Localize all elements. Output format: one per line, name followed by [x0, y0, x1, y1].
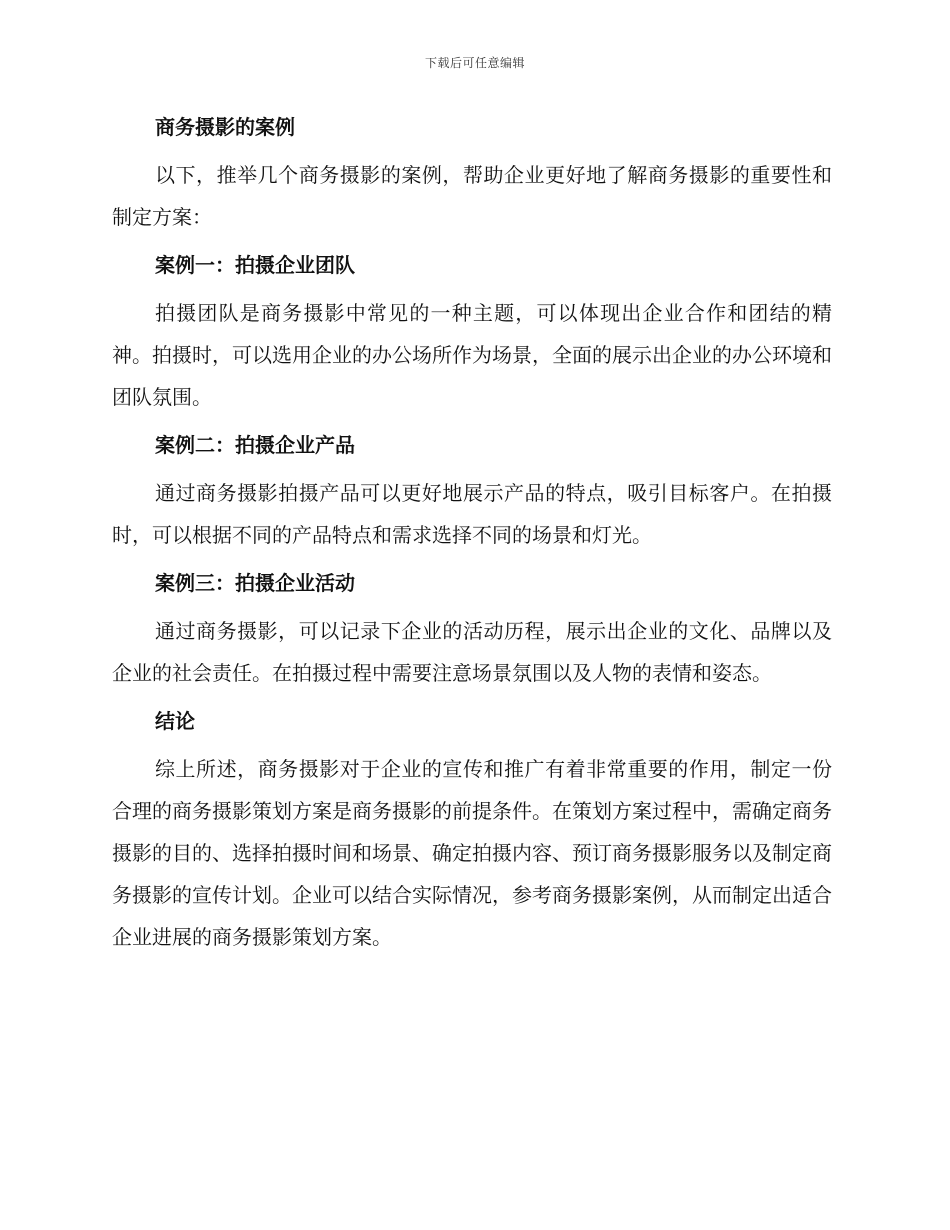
case-3-paragraph: 通过商务摄影，可以记录下企业的活动历程，展示出企业的文化、品牌以及企业的社会责任。在拍摄过程中需要注意场景氛围以及人物的表情和姿态。 — [112, 619, 832, 685]
case-2-heading: 案例二：拍摄企业产品 — [155, 433, 355, 457]
case-1-heading: 案例一：拍摄企业团队 — [155, 253, 355, 277]
case-2-paragraph: 通过商务摄影拍摄产品可以更好地展示产品的特点，吸引目标客户。在拍摄时，可以根据不同的产品特点和需求选择不同的场景和灯光。 — [112, 481, 832, 547]
page-header-note: 下载后可任意编辑 — [424, 56, 525, 70]
document-body — [112, 108, 832, 966]
case-3-heading: 案例三：拍摄企业活动 — [155, 571, 355, 595]
conclusion-paragraph: 综上所述，商务摄影对于企业的宣传和推广有着非常重要的作用，制定一份合理的商务摄影策划方案是商务摄影的前提条件。在策划方案过程中，需确定商务摄影的目的、选择拍摄时间和场景、确定拍摄内容、预订商务摄影服务以及制定商务摄影的宣传计划。企业可以结合实际情况，参考商务摄影案例，从而制定出适合企业进展的商务摄影策划方案。 — [112, 757, 832, 949]
case-1-paragraph: 拍摄团队是商务摄影中常见的一种主题，可以体现出企业合作和团结的精神。拍摄时，可以选用企业的办公场所作为场景，全面的展示出企业的办公环境和团队氛围。 — [112, 301, 832, 409]
section-title: 商务摄影的案例 — [155, 115, 295, 139]
intro-paragraph: 以下，推举几个商务摄影的案例，帮助企业更好地了解商务摄影的重要性和制定方案： — [112, 163, 832, 229]
conclusion-heading: 结论 — [155, 709, 195, 733]
